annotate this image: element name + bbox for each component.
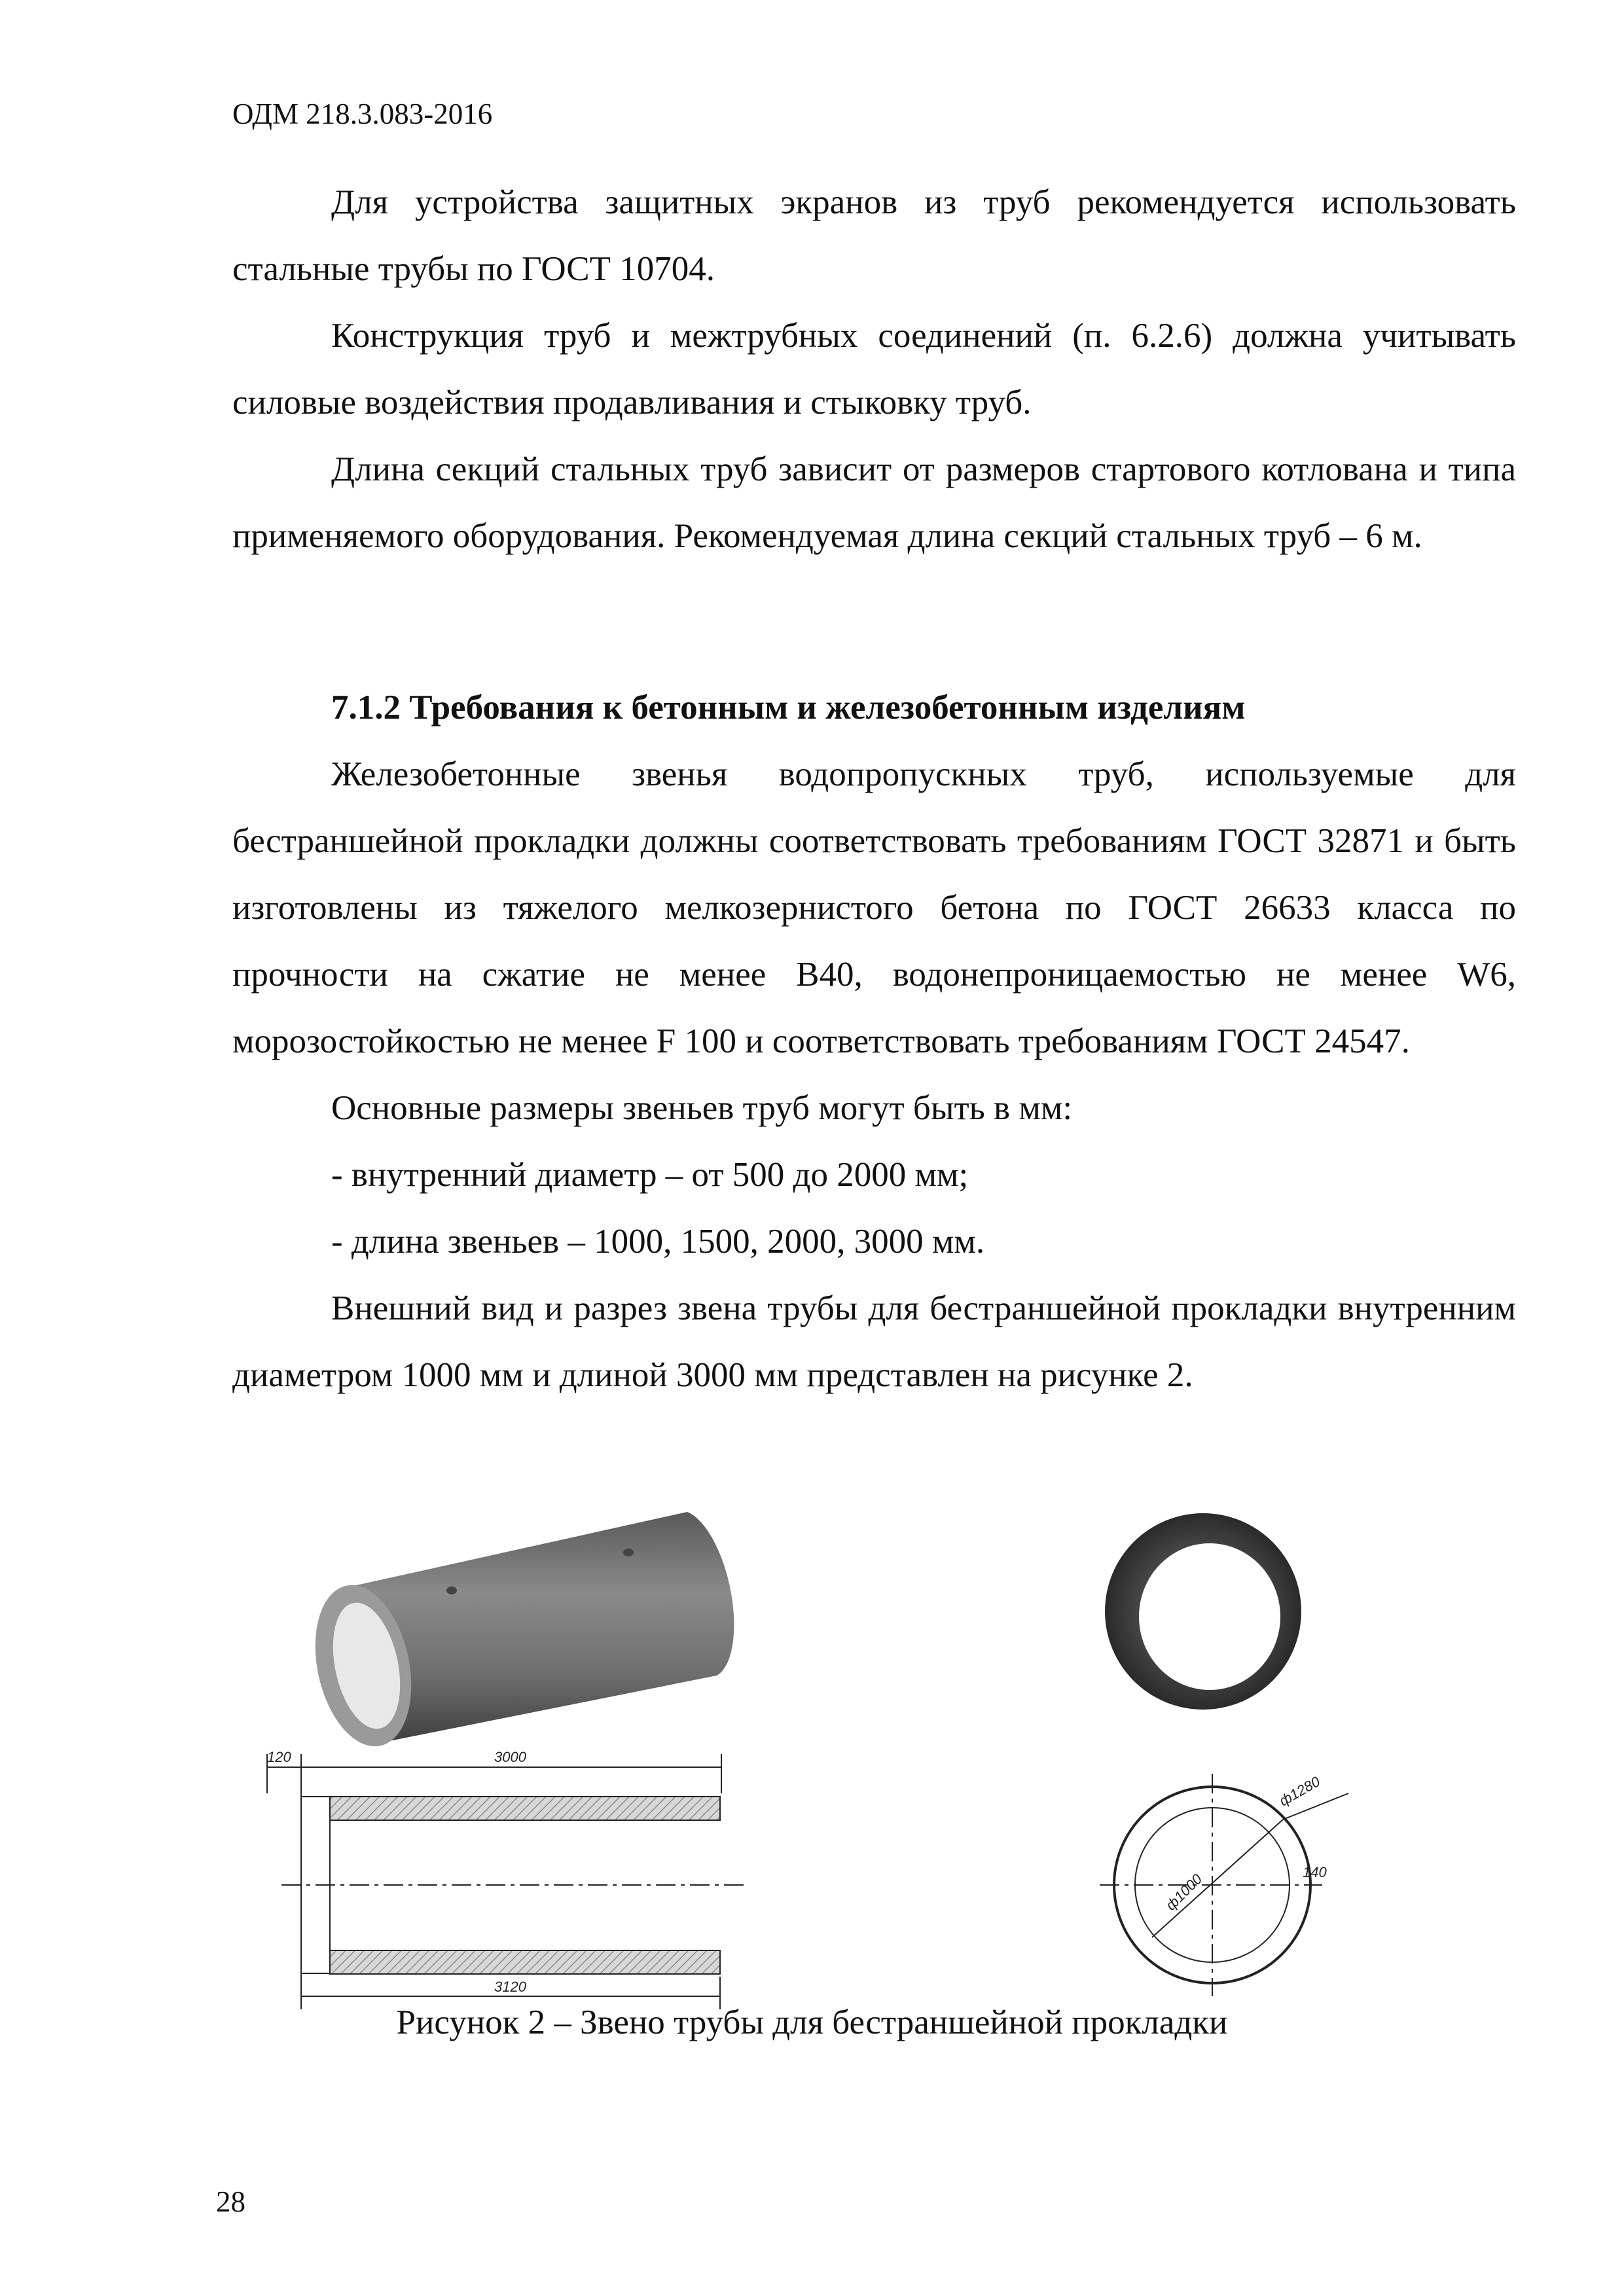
list-item: - внутренний диаметр – от 500 до 2000 мм; [331,1156,969,1194]
dim-label: 3120 [494,1979,526,1995]
paragraph: Железобетонные звенья водопропускных труб, используемые для бестраншейной прокладки должны соответствовать требованиям ГОСТ 32871 и быть изготовлены из тяжелого мелкозернистого бетона по ГОСТ 26633 класса по прочности на сжатие не менее В40, водонепроницаемостью не менее W6, морозостойкостью не менее F 100 и соответствовать требованиям ГОСТ 24547. [232,755,1516,1060]
paragraph: Конструкция труб и межтрубных соединений (п. 6.2.6) должна учитывать силовые воздействия продавливания и стыковку труб. [232,317,1516,422]
cross-section-drawing [1100,1774,1348,1996]
paragraph: Внешний вид и разрез звена трубы для бестраншейной прокладки внутренним диаметром 1000 мм и длиной 3000 мм представлен на рисунке 2. [232,1289,1516,1394]
dim-label: ф1000 [1162,1871,1206,1914]
pipe-3d-illustration [302,1512,734,1755]
dim-label: 3000 [494,1749,526,1765]
longitudinal-section-drawing [267,1754,746,2009]
paragraph: Основные размеры звеньев труб могут быть в мм: [331,1089,1073,1127]
ring-3d-illustration [1105,1513,1301,1710]
paragraph: Длина секций стальных труб зависит от размеров стартового котлована и типа применяемого оборудования. Рекомендуемая длина секций стальных труб – 6 м. [232,450,1516,555]
dim-label: 120 [267,1749,291,1765]
paragraph: Для устройства защитных экранов из труб рекомендуется использовать стальные трубы по ГОСТ 10704. [232,183,1516,288]
list-item: - длина звеньев – 1000, 1500, 2000, 3000 мм. [331,1223,985,1261]
text-block-1 [232,169,1516,569]
page-number: 28 [216,2185,245,2218]
dim-label: 140 [1303,1864,1327,1880]
section-heading: 7.1.2 Требования к бетонным и железобетонным изделиям [331,689,1246,726]
dim-label: ф1280 [1276,1773,1323,1810]
figure-caption: Рисунок 2 – Звено трубы для бестраншейной прокладки [396,2003,1228,2041]
text-block-2 [232,674,1516,1408]
document-header: ОДМ 218.3.083-2016 [232,98,493,130]
